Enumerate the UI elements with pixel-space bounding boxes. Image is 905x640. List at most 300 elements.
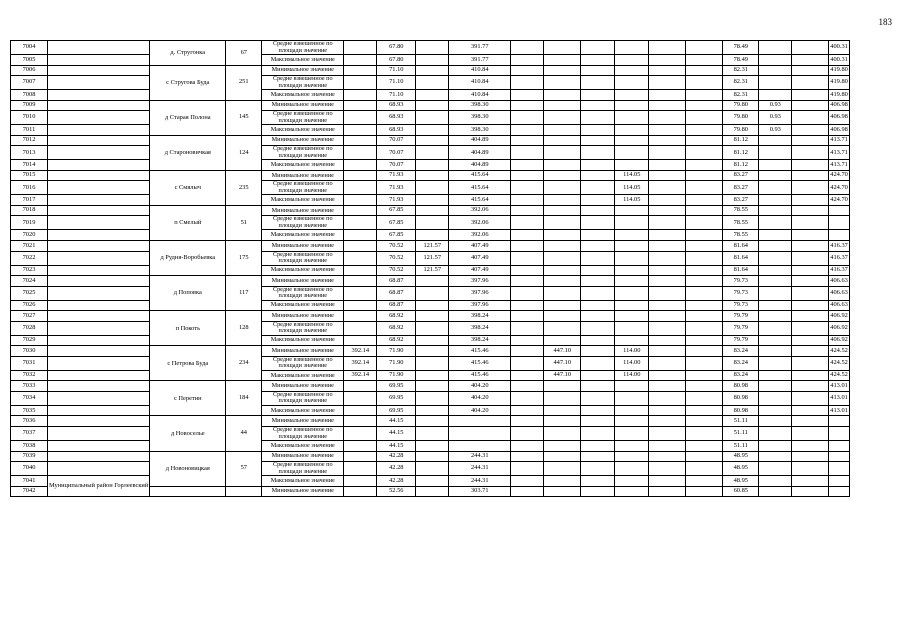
value-type: Максимальное значение <box>262 265 344 276</box>
table-row <box>11 416 850 427</box>
value-cell <box>544 170 581 181</box>
value-cell <box>759 427 792 441</box>
value-cell <box>344 55 377 66</box>
value-cell <box>544 55 581 66</box>
value-cell: 67.80 <box>377 55 416 66</box>
value-cell: 424.52 <box>829 346 850 357</box>
record-id: 7013 <box>11 146 48 160</box>
value-cell <box>615 76 649 90</box>
value-cell: 67.85 <box>377 216 416 230</box>
value-cell <box>615 216 649 230</box>
record-id: 7018 <box>11 205 48 216</box>
value-cell <box>511 125 544 136</box>
value-cell: 392.14 <box>344 346 377 357</box>
value-cell <box>649 170 686 181</box>
value-cell <box>581 476 615 487</box>
value-cell <box>759 476 792 487</box>
value-cell <box>511 65 544 76</box>
table-row <box>11 205 850 216</box>
value-type: Максимальное значение <box>262 230 344 241</box>
value-cell <box>544 100 581 111</box>
value-cell: 121.57 <box>416 241 449 252</box>
value-cell <box>581 146 615 160</box>
value-cell <box>581 462 615 476</box>
value-cell <box>615 90 649 101</box>
value-cell: 398.24 <box>449 321 511 335</box>
table-row <box>11 441 850 452</box>
tariff-table <box>10 40 850 497</box>
value-cell <box>829 416 850 427</box>
value-cell <box>416 462 449 476</box>
value-cell <box>511 441 544 452</box>
value-cell <box>615 300 649 311</box>
record-id: 7027 <box>11 311 48 322</box>
record-id: 7032 <box>11 370 48 381</box>
table-row <box>11 125 850 136</box>
table-row <box>11 65 850 76</box>
value-cell <box>416 451 449 462</box>
value-cell <box>544 146 581 160</box>
value-cell <box>686 65 723 76</box>
value-cell <box>581 311 615 322</box>
value-cell <box>829 486 850 497</box>
value-cell <box>686 135 723 146</box>
value-cell <box>792 251 829 265</box>
value-cell <box>344 90 377 101</box>
value-cell: 404.89 <box>449 160 511 171</box>
value-cell: 400.31 <box>829 41 850 55</box>
value-cell <box>792 216 829 230</box>
record-id: 7035 <box>11 405 48 416</box>
value-cell <box>792 111 829 125</box>
value-cell <box>792 65 829 76</box>
value-cell <box>615 427 649 441</box>
value-cell <box>511 276 544 287</box>
record-id: 7019 <box>11 216 48 230</box>
value-cell: 69.95 <box>377 405 416 416</box>
value-cell: 70.52 <box>377 265 416 276</box>
value-type: Минимальное значение <box>262 170 344 181</box>
value-cell: 303.71 <box>449 486 511 497</box>
value-cell: 391.77 <box>449 55 511 66</box>
value-cell: 68.87 <box>377 276 416 287</box>
value-cell <box>615 381 649 392</box>
value-cell <box>615 111 649 125</box>
value-type: Максимальное значение <box>262 195 344 206</box>
value-cell <box>544 381 581 392</box>
value-cell <box>416 146 449 160</box>
value-cell <box>759 381 792 392</box>
value-cell <box>416 181 449 195</box>
record-id: 7039 <box>11 451 48 462</box>
value-cell <box>344 486 377 497</box>
value-cell <box>581 381 615 392</box>
value-cell <box>686 90 723 101</box>
record-id: 7025 <box>11 286 48 300</box>
value-cell <box>829 451 850 462</box>
value-cell: 42.28 <box>377 451 416 462</box>
value-cell <box>544 111 581 125</box>
value-cell <box>344 441 377 452</box>
value-cell <box>686 335 723 346</box>
value-cell <box>649 381 686 392</box>
value-cell <box>581 241 615 252</box>
value-cell: 419.80 <box>829 90 850 101</box>
value-cell <box>759 195 792 206</box>
value-cell <box>511 205 544 216</box>
value-cell <box>686 276 723 287</box>
value-cell <box>511 416 544 427</box>
value-type: Максимальное значение <box>262 160 344 171</box>
value-cell: 79.80 <box>723 100 759 111</box>
value-cell <box>829 230 850 241</box>
value-cell <box>581 111 615 125</box>
population: 175 <box>226 241 262 276</box>
value-cell: 407.49 <box>449 241 511 252</box>
value-cell: 424.70 <box>829 195 850 206</box>
value-cell: 406.98 <box>829 111 850 125</box>
value-cell <box>581 356 615 370</box>
value-cell <box>416 300 449 311</box>
record-id: 7007 <box>11 76 48 90</box>
value-cell: 413.01 <box>829 405 850 416</box>
value-type: Минимальное значение <box>262 135 344 146</box>
value-cell <box>686 170 723 181</box>
value-cell <box>581 41 615 55</box>
record-id: 7008 <box>11 90 48 101</box>
value-cell <box>344 286 377 300</box>
value-cell: 416.37 <box>829 265 850 276</box>
municipality-cell <box>48 170 150 181</box>
value-cell <box>511 146 544 160</box>
value-cell <box>649 181 686 195</box>
value-cell <box>759 321 792 335</box>
value-cell: 398.24 <box>449 335 511 346</box>
value-type: Максимальное значение <box>262 370 344 381</box>
value-cell: 78.49 <box>723 41 759 55</box>
value-cell: 413.01 <box>829 391 850 405</box>
value-cell <box>792 300 829 311</box>
value-cell <box>615 146 649 160</box>
value-cell <box>686 300 723 311</box>
value-cell <box>686 311 723 322</box>
settlement-name: д Рудня-Воробьевка <box>150 241 226 276</box>
value-cell <box>344 205 377 216</box>
value-cell: 79.79 <box>723 311 759 322</box>
value-cell: 42.28 <box>377 476 416 487</box>
value-cell <box>792 146 829 160</box>
value-cell <box>581 135 615 146</box>
value-cell <box>344 125 377 136</box>
value-cell <box>416 441 449 452</box>
value-cell <box>511 265 544 276</box>
value-cell <box>344 335 377 346</box>
table-row <box>11 230 850 241</box>
value-cell <box>792 125 829 136</box>
record-id: 7016 <box>11 181 48 195</box>
value-cell: 82.31 <box>723 76 759 90</box>
record-id: 7042 <box>11 486 48 497</box>
value-type: Средне взвешенное по площади значение <box>262 391 344 405</box>
municipality-cell <box>48 427 150 441</box>
value-cell <box>416 346 449 357</box>
value-cell <box>686 181 723 195</box>
value-cell: 406.92 <box>829 335 850 346</box>
value-cell <box>581 251 615 265</box>
settlement-name: с Смялыч <box>150 170 226 205</box>
value-cell: 447.10 <box>544 370 581 381</box>
value-cell: 82.31 <box>723 90 759 101</box>
value-cell: 398.30 <box>449 111 511 125</box>
value-cell <box>449 441 511 452</box>
municipality-cell <box>48 241 150 252</box>
value-cell <box>686 476 723 487</box>
municipality-cell <box>48 76 150 90</box>
value-cell <box>544 76 581 90</box>
value-cell <box>686 216 723 230</box>
municipality-cell <box>48 90 150 101</box>
value-cell <box>581 65 615 76</box>
value-cell <box>615 125 649 136</box>
value-cell <box>649 230 686 241</box>
value-cell: 70.07 <box>377 146 416 160</box>
population: 128 <box>226 311 262 346</box>
value-cell <box>581 346 615 357</box>
value-cell: 79.79 <box>723 321 759 335</box>
value-type: Минимальное значение <box>262 205 344 216</box>
value-cell <box>759 90 792 101</box>
value-cell <box>615 286 649 300</box>
table-row <box>11 321 850 335</box>
value-cell <box>759 170 792 181</box>
table-row <box>11 427 850 441</box>
table-row <box>11 300 850 311</box>
value-cell: 79.73 <box>723 286 759 300</box>
value-cell <box>792 370 829 381</box>
value-cell: 81.64 <box>723 265 759 276</box>
municipality-cell <box>48 286 150 300</box>
value-cell <box>792 160 829 171</box>
value-cell: 419.80 <box>829 76 850 90</box>
value-cell <box>686 321 723 335</box>
value-cell <box>511 381 544 392</box>
value-type: Средне взвешенное по площади значение <box>262 41 344 55</box>
value-cell: 83.27 <box>723 170 759 181</box>
value-cell <box>511 216 544 230</box>
value-cell <box>581 230 615 241</box>
value-cell: 410.84 <box>449 65 511 76</box>
value-cell: 406.98 <box>829 125 850 136</box>
value-cell: 68.87 <box>377 286 416 300</box>
value-cell <box>649 265 686 276</box>
value-cell <box>544 251 581 265</box>
value-cell <box>649 451 686 462</box>
value-cell <box>416 391 449 405</box>
table-row <box>11 241 850 252</box>
record-id: 7031 <box>11 356 48 370</box>
value-cell <box>615 230 649 241</box>
value-cell: 415.46 <box>449 346 511 357</box>
value-cell <box>344 160 377 171</box>
value-cell <box>511 76 544 90</box>
value-cell <box>759 205 792 216</box>
value-cell <box>792 76 829 90</box>
value-cell: 404.89 <box>449 135 511 146</box>
value-cell <box>416 41 449 55</box>
value-cell <box>581 205 615 216</box>
value-cell <box>344 216 377 230</box>
value-cell: 404.89 <box>449 146 511 160</box>
value-cell: 392.14 <box>344 370 377 381</box>
value-cell: 392.06 <box>449 230 511 241</box>
value-cell <box>416 100 449 111</box>
record-id: 7040 <box>11 462 48 476</box>
value-cell <box>686 111 723 125</box>
record-id: 7038 <box>11 441 48 452</box>
value-cell: 447.10 <box>544 346 581 357</box>
value-cell: 424.52 <box>829 370 850 381</box>
value-cell <box>792 135 829 146</box>
value-cell <box>792 321 829 335</box>
municipality-cell <box>48 405 150 416</box>
value-cell: 424.70 <box>829 181 850 195</box>
value-cell <box>416 311 449 322</box>
municipality-cell <box>48 346 150 357</box>
municipality-cell <box>48 276 150 287</box>
value-cell <box>759 135 792 146</box>
value-cell <box>792 195 829 206</box>
table-row <box>11 90 850 101</box>
value-cell <box>511 160 544 171</box>
value-cell <box>686 391 723 405</box>
value-cell <box>544 241 581 252</box>
value-cell: 67.85 <box>377 230 416 241</box>
value-cell: 71.93 <box>377 170 416 181</box>
value-cell <box>581 391 615 405</box>
value-cell <box>649 76 686 90</box>
municipality-cell <box>48 65 150 76</box>
value-cell <box>511 476 544 487</box>
municipality-cell <box>48 370 150 381</box>
value-cell <box>416 321 449 335</box>
value-cell: 406.92 <box>829 311 850 322</box>
value-type: Максимальное значение <box>262 300 344 311</box>
value-cell <box>511 391 544 405</box>
value-cell <box>792 486 829 497</box>
value-cell: 114.00 <box>615 356 649 370</box>
value-type: Максимальное значение <box>262 55 344 66</box>
table-row <box>11 251 850 265</box>
value-cell <box>344 100 377 111</box>
table-row <box>11 370 850 381</box>
value-cell <box>416 76 449 90</box>
value-cell <box>511 230 544 241</box>
population: 124 <box>226 135 262 170</box>
value-type: Средне взвешенное по площади значение <box>262 146 344 160</box>
value-cell <box>344 427 377 441</box>
value-cell <box>649 405 686 416</box>
value-cell <box>581 300 615 311</box>
table-row <box>11 286 850 300</box>
population: 44 <box>226 416 262 451</box>
value-cell: 413.01 <box>829 381 850 392</box>
value-cell: 415.64 <box>449 181 511 195</box>
value-cell <box>792 335 829 346</box>
municipality-cell <box>48 41 150 55</box>
value-cell <box>544 427 581 441</box>
value-cell <box>416 416 449 427</box>
table-row <box>11 135 850 146</box>
value-cell: 244.31 <box>449 462 511 476</box>
value-cell <box>344 405 377 416</box>
value-cell <box>649 135 686 146</box>
value-cell: 413.71 <box>829 135 850 146</box>
value-type: Средне взвешенное по площади значение <box>262 76 344 90</box>
value-cell <box>544 265 581 276</box>
value-cell <box>649 356 686 370</box>
value-cell <box>792 462 829 476</box>
value-cell: 48.95 <box>723 462 759 476</box>
value-cell: 415.46 <box>449 356 511 370</box>
value-cell: 398.24 <box>449 311 511 322</box>
value-cell <box>511 170 544 181</box>
municipality-cell <box>48 146 150 160</box>
value-cell <box>544 195 581 206</box>
value-cell: 68.93 <box>377 125 416 136</box>
value-cell <box>649 65 686 76</box>
value-cell <box>615 205 649 216</box>
value-cell <box>649 370 686 381</box>
value-type: Средне взвешенное по площади значение <box>262 251 344 265</box>
value-cell <box>344 416 377 427</box>
settlement-name: с Перетин <box>150 381 226 416</box>
value-type: Минимальное значение <box>262 241 344 252</box>
value-cell: 81.12 <box>723 146 759 160</box>
value-cell <box>344 451 377 462</box>
value-cell <box>792 405 829 416</box>
value-cell: 404.20 <box>449 405 511 416</box>
value-cell <box>416 90 449 101</box>
value-cell <box>581 321 615 335</box>
value-cell <box>792 451 829 462</box>
value-cell <box>581 286 615 300</box>
value-cell <box>544 321 581 335</box>
value-cell <box>615 311 649 322</box>
table-row <box>11 405 850 416</box>
value-cell <box>759 300 792 311</box>
municipality-cell <box>48 416 150 427</box>
municipality-cell <box>48 441 150 452</box>
settlement-name: п Смелый <box>150 205 226 240</box>
value-cell <box>511 451 544 462</box>
value-cell <box>759 335 792 346</box>
value-cell <box>615 441 649 452</box>
value-cell <box>511 346 544 357</box>
municipality-cell <box>48 381 150 392</box>
value-cell: 424.70 <box>829 170 850 181</box>
value-cell <box>686 486 723 497</box>
municipality-cell <box>48 125 150 136</box>
value-cell <box>344 170 377 181</box>
value-cell <box>511 335 544 346</box>
population: 251 <box>226 65 262 100</box>
value-cell <box>344 391 377 405</box>
value-cell <box>649 462 686 476</box>
value-cell <box>511 111 544 125</box>
value-cell: 415.64 <box>449 195 511 206</box>
value-cell <box>759 76 792 90</box>
value-cell: 52.56 <box>377 486 416 497</box>
